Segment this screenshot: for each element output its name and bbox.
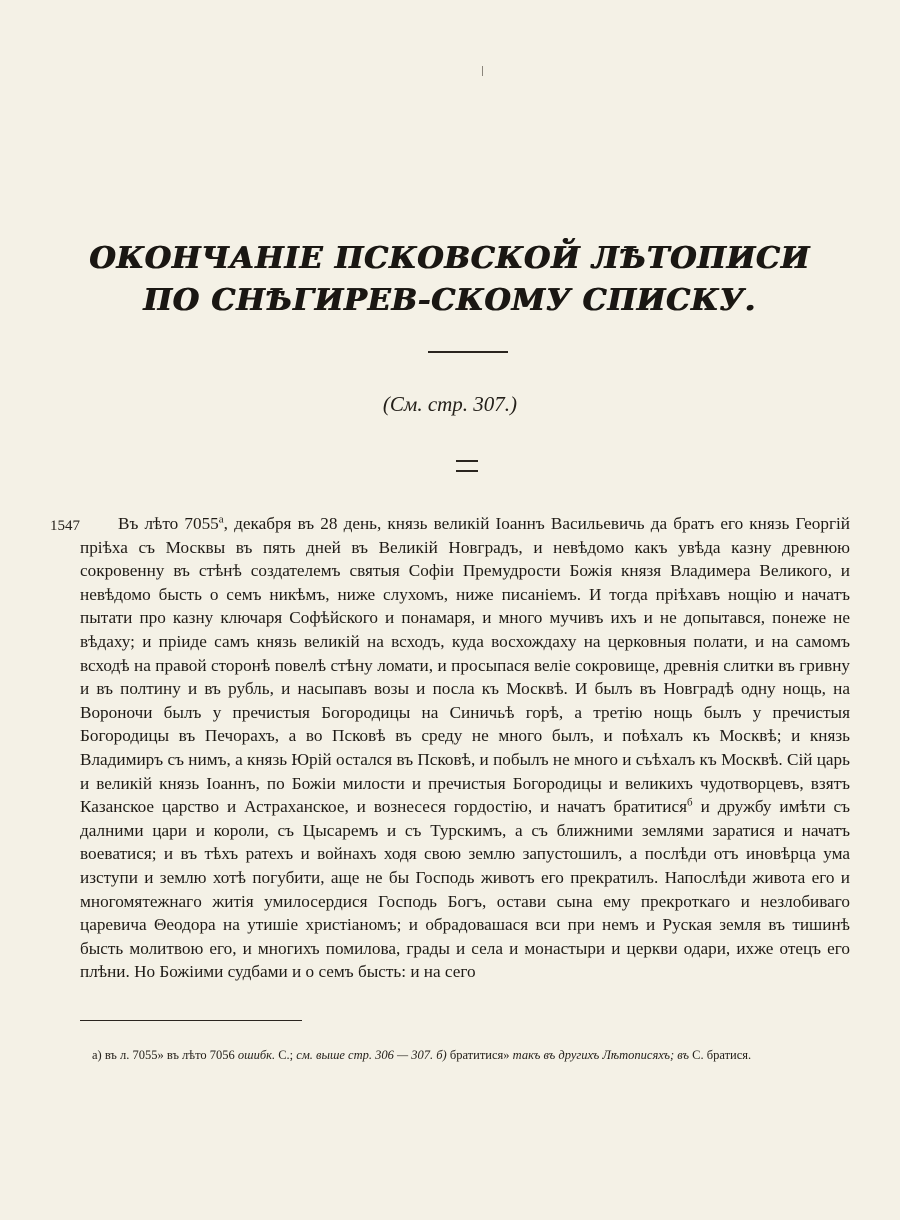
page-mark bbox=[482, 66, 483, 76]
text-part-3: и дружбу имѣти съ далними цари и короли, съ Цысаремъ и съ Турскимъ, а съ ближними землями заратися и начатъ воеватися; и въ тѣхъ ратехъ и войнахъ ходя свою землю запустошилъ, а послѣди отъ иновѣрца ума изступи и землю хотѣ погубити, аще не бы Господь животъ его прекратилъ. Напослѣди живота его и многомятежнагo житія умилосердися Господь Богъ, остави сына ему прекроткаго и незлобиваго царевича Θеодора на утишіе христіаномъ; и обрадовашася вси при немъ и Руская земля въ тишинѣ бысть молитвою его, и многихъ помилова, грады и села и монастыри и церкви одари, ихже отецъ его плѣни. Но Божіими судбами и о семъ бысть: и на сего bbox=[80, 797, 850, 982]
text-part-1: Въ лѣто 7055 bbox=[118, 514, 219, 533]
footnote-b-italic: такъ въ другихъ Лѣтописяхъ; въ bbox=[509, 1048, 690, 1062]
footnote-b: братитися» bbox=[446, 1048, 510, 1062]
footnote-a: а) въ л. 7055» въ лѣто 7056 bbox=[92, 1048, 235, 1062]
footnote bbox=[92, 1046, 844, 1065]
footnote-marker-a: а bbox=[218, 513, 224, 526]
footnote-a-italic-2: см. выше стр. 306 — 307. б) bbox=[293, 1048, 447, 1062]
footnote-a-2: С.; bbox=[275, 1048, 294, 1062]
footnote-b-2: С. братися. bbox=[689, 1048, 752, 1062]
title-rule bbox=[428, 351, 508, 353]
section-divider bbox=[456, 460, 478, 472]
page-reference: (См. стр. 307.) bbox=[382, 392, 518, 416]
text-part-2: , декабря въ 28 день, князь великій Іоаннъ Васильевичь да братъ его князь Георгій пріѣха съ Москвы въ пять дней въ Великій Новградъ, и невѣдомо какъ увѣда казну древнюю сокровенну въ стѣнѣ создателемъ святыя Софіи Премудрости Божія князя Владимера Великого, и невѣдомо бысть о семъ никѣмъ, ниже слухомъ, ниже писаніемъ. И тогда пріѣхавъ нощію и начатъ пытати про казну ключаря Софѣйского и понамаря, и много мучивъ ихъ и не допытався, понеже не вѣдаху; и пріиде самъ князь великій на всходъ, куда восхождаху на церковныя полати, и на самомъ всходѣ на правой сторонѣ повелѣ стѣну ломати, и просыпася веліе сокровище, древнія слитки въ гривну и въ полтину и въ рубль, и насыпавъ возы и посла къ Москвѣ. И былъ въ Новградѣ одну нощь, на Вороночи былъ у пречистыя Богородицы на Синичьѣ горѣ, а третію нощь былъ у пречистыя Богородицы въ Печорахъ, а во Псковѣ въ среду не много былъ, и поѣхалъ къ Москвѣ; и князь Владимиръ съ нимъ, а князь Юрій остался въ Псковѣ, и побылъ не много и съѣхалъ къ Москвѣ. Сій царь и великій князь Іоаннъ, по Божіи милости и пречистыя Богородицы и великихъ чудотворцевъ, взятъ Казанское царство и Астраханское, и вознесеся гордостію, и начатъ братитися bbox=[80, 514, 850, 817]
footnote-rule bbox=[80, 1020, 302, 1021]
chronicle-text bbox=[80, 512, 850, 984]
margin-year: 1547 bbox=[50, 518, 80, 534]
footnote-a-italic: ошибк. bbox=[234, 1048, 276, 1062]
chapter-title: ОКОНЧАНІЕ ПСКОВСКОЙ ЛѢТОПИСИ ПО СНѢГИРЕВ-СКОМУ СПИСКУ. bbox=[89, 241, 811, 318]
footnote-marker-b: б bbox=[687, 796, 693, 809]
